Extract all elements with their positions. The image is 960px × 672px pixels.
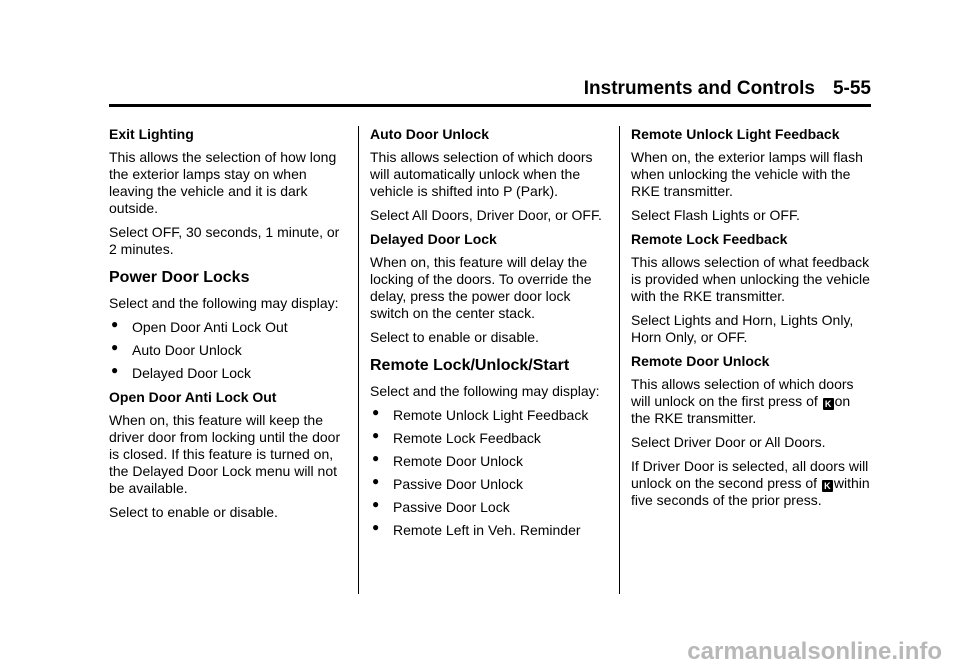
column-1 — [109, 126, 341, 528]
column-divider-2 — [619, 126, 620, 594]
remote-list — [370, 407, 610, 539]
list-item — [109, 319, 341, 336]
list-item — [370, 522, 610, 539]
bullet-icon: ● — [372, 520, 380, 534]
list-item — [109, 365, 341, 382]
remote-door-unlock-text-b: on the RKE transmitter. — [631, 393, 851, 426]
page-number: 5-55 — [832, 78, 871, 99]
list-item-label: Remote Unlock Light Feedback — [393, 407, 589, 423]
list-item — [370, 499, 610, 516]
lock-feedback-select: Select Lights and Horn, Lights Only, Horn Only, or OFF. — [631, 312, 854, 345]
page-title — [584, 78, 871, 100]
list-item — [109, 342, 341, 359]
driver-door-text-a: If Driver Door is selected, all doors will unlock on the second press of — [631, 458, 869, 491]
bullet-icon: ● — [372, 451, 380, 465]
list-item-label: Remote Door Unlock — [393, 453, 523, 469]
list-item — [370, 453, 610, 470]
remote-door-unlock-text — [631, 376, 871, 427]
power-door-locks-list — [109, 319, 341, 382]
driver-door-text-b: within five seconds of the prior press. — [631, 475, 870, 508]
lock-feedback-text: This allows selection of what feedback is provided when unlocking the vehicle with the RKE transmitter. — [631, 254, 870, 304]
list-item — [370, 476, 610, 493]
column-3 — [631, 126, 871, 516]
heading-open-door-anti-lock-out: Open Door Anti Lock Out — [109, 389, 277, 405]
list-item-label: Remote Lock Feedback — [393, 430, 541, 446]
remote-door-unlock-text-a: This allows selection of which doors will unlock on the first press of — [631, 376, 854, 409]
anti-lock-out-text: When on, this feature will keep the driver door from locking until the door is closed. If this feature is turned on, the Delayed Door Lock menu will not be available. — [109, 412, 341, 496]
column-divider-1 — [358, 126, 359, 594]
column-2 — [370, 126, 610, 546]
bullet-icon: ● — [372, 405, 380, 419]
watermark: carmanualsonline.info — [687, 638, 942, 665]
anti-lock-out-select: Select to enable or disable. — [109, 504, 278, 520]
remote-door-unlock-select: Select Driver Door or All Doors. — [631, 434, 826, 450]
list-item — [370, 430, 610, 447]
bullet-icon: ● — [111, 317, 119, 331]
list-item-label: Delayed Door Lock — [132, 365, 252, 381]
auto-door-unlock-select: Select All Doors, Driver Door, or OFF. — [370, 207, 602, 223]
power-door-locks-text: Select and the following may display: — [109, 295, 339, 311]
bullet-icon: ● — [372, 428, 380, 442]
heading-auto-door-unlock: Auto Door Unlock — [370, 126, 489, 142]
bullet-icon: ● — [372, 497, 380, 511]
bullet-icon: ● — [111, 340, 119, 354]
list-item-label: Auto Door Unlock — [132, 342, 242, 358]
unlock-key-icon: K — [822, 480, 833, 492]
delayed-door-lock-text: When on, this feature will delay the locking of the doors. To override the delay, press the power door lock switch on the center stack. — [370, 254, 592, 321]
heading-remote-lock-unlock-start: Remote Lock/Unlock/Start — [370, 357, 570, 374]
heading-remote-lock-feedback: Remote Lock Feedback — [631, 231, 788, 247]
bullet-icon: ● — [111, 363, 119, 377]
driver-door-text — [631, 458, 871, 509]
unlock-key-icon: K — [823, 398, 834, 410]
exit-lighting-select: Select OFF, 30 seconds, 1 minute, or 2 minutes. — [109, 224, 340, 257]
delayed-door-lock-select: Select to enable or disable. — [370, 329, 539, 345]
list-item-label: Remote Left in Veh. Reminder — [393, 522, 581, 538]
list-item-label: Open Door Anti Lock Out — [132, 319, 288, 335]
list-item-label: Passive Door Lock — [393, 499, 510, 515]
list-item — [370, 407, 610, 424]
page-header — [109, 78, 871, 107]
list-item-label: Passive Door Unlock — [393, 476, 523, 492]
heading-power-door-locks: Power Door Locks — [109, 269, 250, 286]
section-title: Instruments and Controls — [583, 78, 815, 99]
auto-door-unlock-text: This allows selection of which doors will automatically unlock when the vehicle is shifted into P (Park). — [370, 149, 593, 199]
exit-lighting-text: This allows the selection of how long the exterior lamps stay on when leaving the vehicle and it is dark outside. — [109, 149, 337, 216]
heading-remote-unlock-light-feedback: Remote Unlock Light Feedback — [631, 126, 840, 142]
light-feedback-text: When on, the exterior lamps will flash when unlocking the vehicle with the RKE transmitter. — [631, 149, 863, 199]
remote-text: Select and the following may display: — [370, 383, 600, 399]
heading-remote-door-unlock: Remote Door Unlock — [631, 353, 770, 369]
heading-delayed-door-lock: Delayed Door Lock — [370, 231, 497, 247]
bullet-icon: ● — [372, 474, 380, 488]
heading-exit-lighting: Exit Lighting — [109, 126, 194, 142]
light-feedback-select: Select Flash Lights or OFF. — [631, 207, 800, 223]
